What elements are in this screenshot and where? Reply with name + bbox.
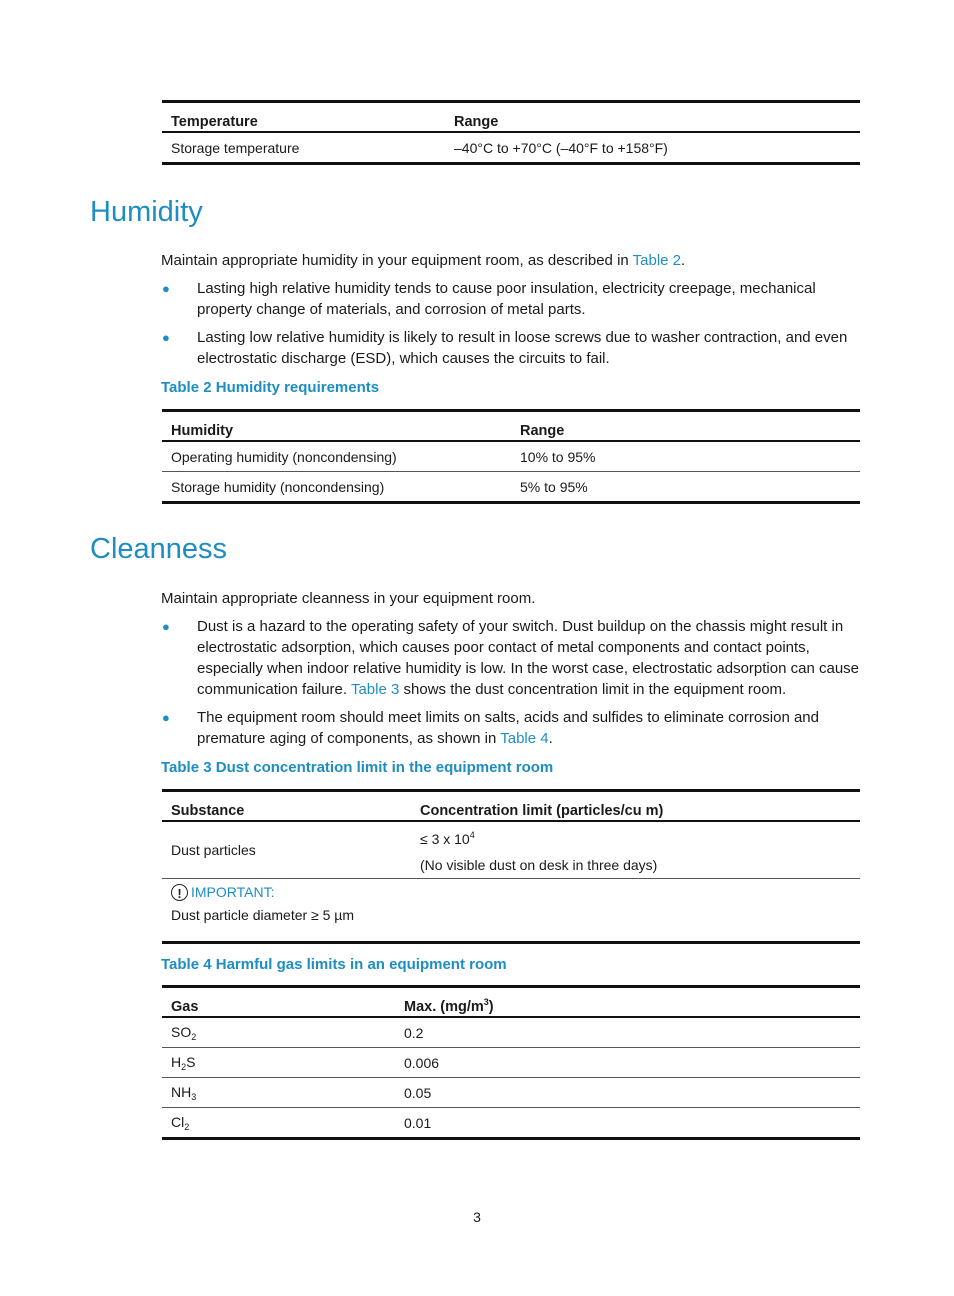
cleanness-bullet-list <box>161 616 871 756</box>
gas-value: 0.2 <box>404 1024 424 1041</box>
bullet-icon: ● <box>162 330 170 345</box>
humidity-table <box>162 409 860 504</box>
humidity-bullet-list <box>161 278 871 376</box>
limit-note: (No visible dust on desk in three days) <box>420 857 658 873</box>
cleanness-heading: Cleanness <box>90 533 228 565</box>
bullet-icon: ● <box>162 710 170 725</box>
table-header: Range <box>454 114 499 130</box>
page-number: 3 <box>473 1209 481 1225</box>
bullet-text: The equipment room should meet limits on salts, acids and sulfides to eliminate corrosion and premature aging of components, as shown in <box>197 709 819 747</box>
table-header: Concentration limit (particles/cu m) <box>420 803 664 819</box>
important-note <box>162 879 860 943</box>
cleanness-intro: Maintain appropriate cleanness in your equipment room. <box>161 590 536 607</box>
table-cell: Storage humidity (noncondensing) <box>171 478 385 495</box>
table-row <box>162 1017 860 1048</box>
temperature-table <box>162 100 860 165</box>
gas-value: 0.05 <box>404 1084 432 1101</box>
bullet-text: Dust is a hazard to the operating safety of your switch. Dust buildup on the chassis might result in electrostatic adsorption, which causes poor contact of metal components and contact points, especially when indoor relative humidity is low. In the worst case, electrostatic adsorption can cause communication failure. <box>197 618 859 698</box>
table-3-caption: Table 3 Dust concentration limit in the equipment room <box>161 759 554 776</box>
important-icon: ! <box>171 884 188 901</box>
limit-value: ≤ 3 x $10^4$ <box>420 830 475 847</box>
table-row <box>162 1048 860 1078</box>
table-header: Range <box>520 423 565 439</box>
table-header: Substance <box>171 803 245 819</box>
table-2-caption: Table 2 Humidity requirements <box>161 379 380 396</box>
table-3-link[interactable]: Table 3 <box>350 681 400 698</box>
gas-name: $NH_3$ <box>171 1083 197 1102</box>
gas-value: 0.006 <box>404 1054 440 1071</box>
table-row <box>162 1108 860 1139</box>
table-cell: 5% to 95% <box>520 478 588 495</box>
important-label: IMPORTANT: <box>191 884 275 901</box>
bullet-text: Lasting low relative humidity is likely to result in loose screws due to washer contraction, and even electrostatic discharge (ESD), which causes the circuits to fail. <box>197 329 848 367</box>
bullet-text-end: . <box>548 730 553 747</box>
intro-text: Maintain appropriate humidity in your equipment room, as described in <box>161 252 633 269</box>
table-row <box>162 132 860 164</box>
table-row <box>162 441 860 472</box>
table-row <box>162 821 860 879</box>
table-header: Temperature <box>171 114 258 130</box>
gas-value: 0.01 <box>404 1114 432 1131</box>
table-4-link[interactable]: Table 4 <box>500 730 549 747</box>
table-row <box>162 1078 860 1108</box>
gas-table <box>162 985 860 1140</box>
humidity-intro <box>161 250 871 271</box>
table-cell <box>411 821 860 879</box>
table-cell: Storage temperature <box>171 139 300 156</box>
gas-name: $SO_2$ <box>171 1023 197 1042</box>
list-item <box>161 707 871 749</box>
table-header: Max. $(mg/m^3)$ <box>404 997 494 1015</box>
list-item <box>161 278 871 320</box>
gas-name: $H_2S$ <box>171 1053 196 1072</box>
dust-table <box>162 789 860 944</box>
table-cell: Operating humidity (noncondensing) <box>171 448 397 465</box>
list-item <box>161 327 871 369</box>
table-header: Gas <box>171 999 199 1015</box>
table-4-caption: Table 4 Harmful gas limits in an equipment room <box>161 956 507 973</box>
table-header: Humidity <box>171 423 234 439</box>
bullet-icon: ● <box>162 281 170 296</box>
list-item <box>161 616 871 700</box>
important-text: Dust particle diameter ≥ 5 µm <box>171 906 355 923</box>
table-cell: Dust particles <box>171 842 256 858</box>
humidity-heading: Humidity <box>90 196 203 228</box>
table-cell: 10% to 95% <box>520 448 596 465</box>
table-2-link[interactable]: Table 2 <box>632 252 682 269</box>
table-cell: –40°C to +70°C (–40°F to +158°F) <box>454 139 668 156</box>
important-note-row <box>162 879 860 943</box>
bullet-text-end: shows the dust concentration limit in the equipment room. <box>399 681 787 698</box>
bullet-icon: ● <box>162 619 170 634</box>
gas-name: $Cl_2$ <box>171 1113 190 1132</box>
table-row <box>162 472 860 503</box>
bullet-text: Lasting high relative humidity tends to cause poor insulation, electricity creepage, mechanical property change of materials, and corrosion of metal parts. <box>197 280 816 318</box>
intro-text-end: . <box>681 252 686 269</box>
